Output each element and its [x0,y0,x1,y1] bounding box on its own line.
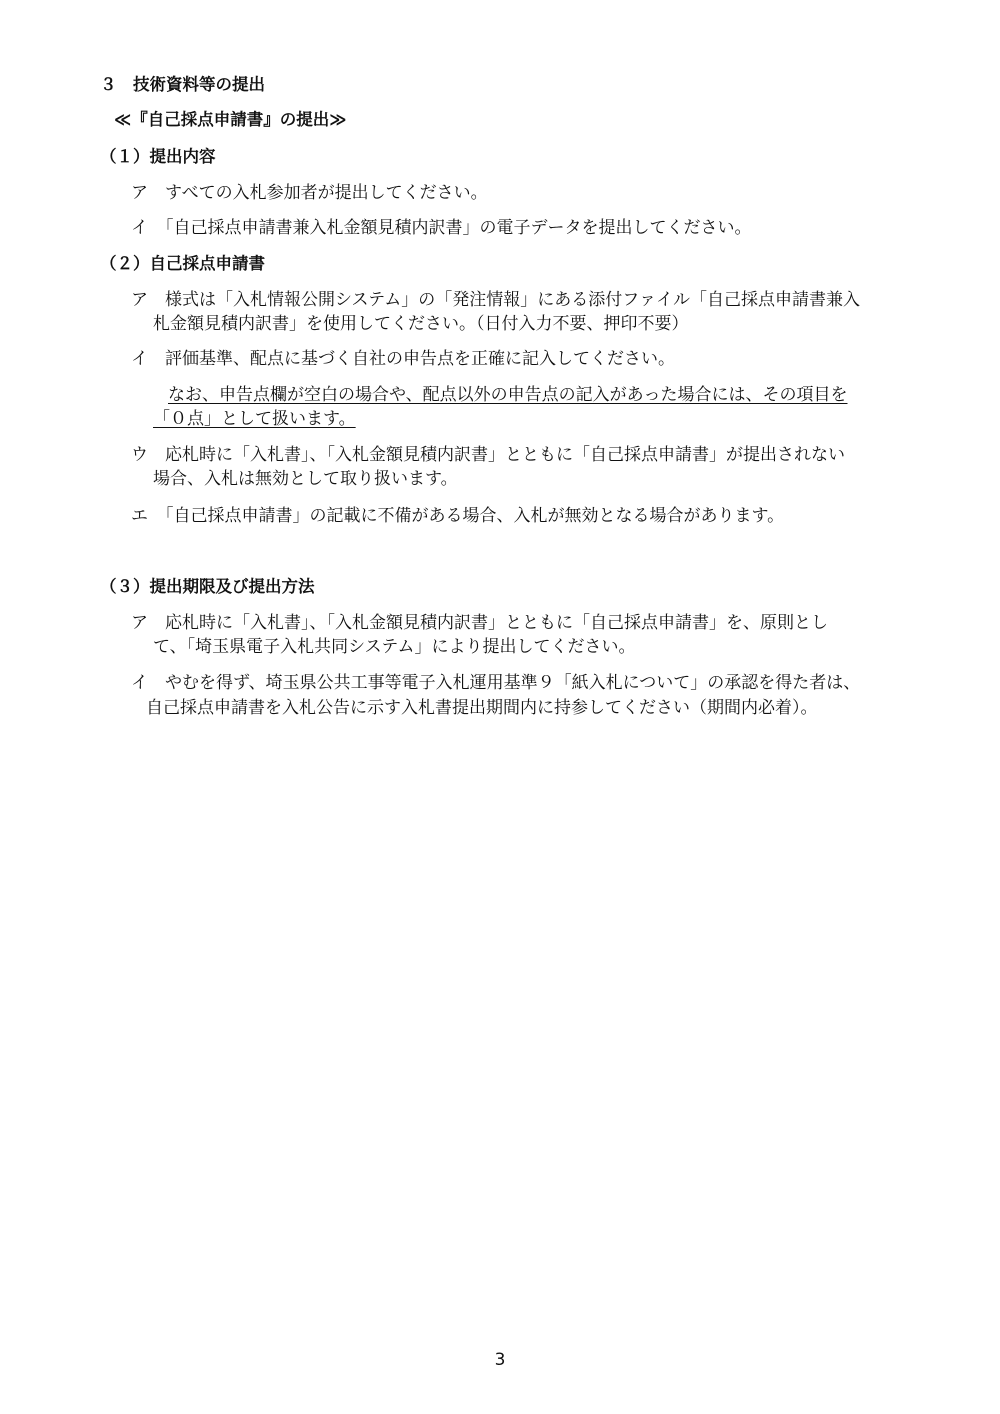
section-2-item-u-line2: 場合、入札は無効として取り扱います。 [153,469,458,489]
section-3-item-a-line2: て、「埼玉県電子入札共同システム」により提出してください。 [153,637,636,657]
section-2-item-a-line2: 札金額見積内訳書」を使用してください。（日付入力不要、押印不要） [153,314,689,334]
section-1-item-i: イ 「自己採点申請書兼入札金額見積内訳書」の電子データを提出してください。 [131,218,752,238]
section-title: ３ 技術資料等の提出 [100,75,265,94]
section-3-item-a-line1: ア 応札時に「入札書」、「入札金額見積内訳書」とともに「自己採点申請書」を、原則とし [131,613,828,633]
section-1-heading: （１）提出内容 [100,147,216,166]
section-3-item-i-line2: 自己採点申請書を入札公告に示す入札書提出期間内に持参してください（期間内必着）。 [146,698,818,718]
subheading: ≪『自己採点申請書』の提出≫ [114,110,347,129]
section-2-note-line1: なお、申告点欄が空白の場合や、配点以外の申告点の記入があった場合には、その項目を [168,385,848,405]
section-2-item-a-line1: ア 様式は「入札情報公開システム」の「発注情報」にある添付ファイル「自己採点申請書兼入 [131,290,860,310]
section-2-note-line2: 「０点」として扱います。 [153,409,356,429]
section-2-item-e: エ 「自己採点申請書」の記載に不備がある場合、入札が無効となる場合があります。 [131,506,785,526]
section-2-item-u-line1: ウ 応札時に「入札書」、「入札金額見積内訳書」とともに「自己採点申請書」が提出されない [131,445,845,465]
page-number: 3 [494,1350,506,1370]
section-3-heading: （３）提出期限及び提出方法 [100,577,315,596]
section-2-heading: （２）自己採点申請書 [100,254,265,273]
section-1-item-a: ア すべての入札参加者が提出してください。 [131,183,488,203]
section-2-item-i: イ 評価基準、配点に基づく自社の申告点を正確に記入してください。 [131,349,675,369]
section-3-item-i-line1: イ やむを得ず、埼玉県公共工事等電子入札運用基準９「紙入札について」の承認を得た者は、 [131,673,861,693]
